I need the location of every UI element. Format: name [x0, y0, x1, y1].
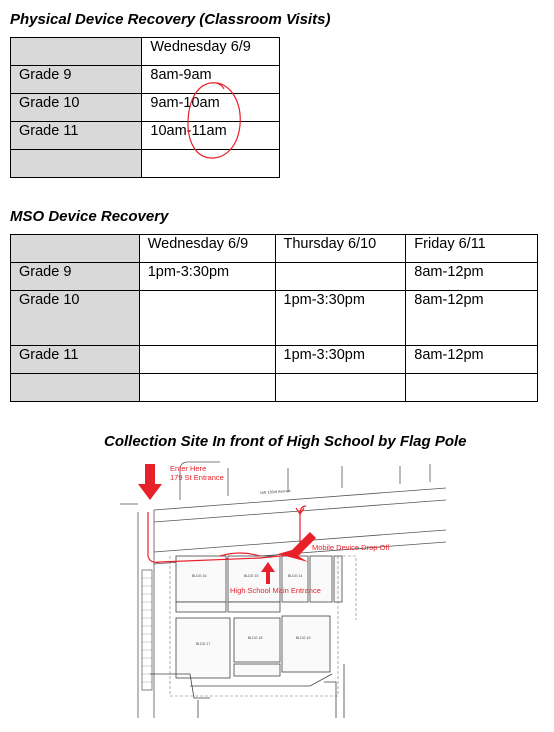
building-label: BLDG 18 [248, 636, 263, 640]
table-header-row [11, 235, 538, 263]
time-cell: 1pm-3:30pm [275, 291, 406, 346]
time-cell: 8am-9am [142, 66, 280, 94]
grade-cell: Grade 11 [11, 346, 140, 374]
hand-drawn-circle-annotation [180, 80, 250, 162]
time-cell: 10am-11am [142, 122, 280, 150]
header-cell: Wednesday 6/9 [139, 235, 275, 263]
time-cell: 8am-12pm [406, 291, 538, 346]
header-cell: Thursday 6/10 [275, 235, 406, 263]
header-cell [11, 235, 140, 263]
time-cell [275, 374, 406, 402]
section1-title: Physical Device Recovery (Classroom Visits) [10, 11, 331, 28]
table-row [11, 263, 538, 291]
table-row [11, 291, 538, 346]
building-label: BLDG 19 [296, 636, 311, 640]
building-label: BLDG 14 [288, 574, 303, 578]
grade-cell: Grade 10 [11, 291, 140, 346]
mso-recovery-table [10, 234, 538, 402]
table-row [11, 374, 538, 402]
time-cell [139, 374, 275, 402]
grade-cell: Grade 11 [11, 122, 142, 150]
time-cell [139, 291, 275, 346]
time-cell: 1pm-3:30pm [139, 263, 275, 291]
table-row [11, 346, 538, 374]
time-cell [406, 374, 538, 402]
header-cell: Friday 6/11 [406, 235, 538, 263]
header-cell: Wednesday 6/9 [142, 38, 280, 66]
main-entrance-label: High School Main Entrance [230, 586, 321, 595]
enter-here-label [170, 464, 224, 482]
grade-cell: Grade 9 [11, 66, 142, 94]
building-label: BLDG 15 [244, 574, 259, 578]
enter-line1: Enter Here [170, 464, 207, 473]
drop-off-label: Mobile Device Drop Off [312, 543, 390, 552]
time-cell [275, 263, 406, 291]
grade-cell: Grade 9 [11, 263, 140, 291]
grade-cell: Grade 10 [11, 94, 142, 122]
building-label: BLDG 16 [192, 574, 207, 578]
map-title: Collection Site In front of High School by Flag Pole [104, 433, 467, 450]
time-cell: 1pm-3:30pm [275, 346, 406, 374]
campus-map [110, 460, 446, 718]
time-cell [139, 346, 275, 374]
time-cell: 8am-12pm [406, 263, 538, 291]
time-cell: 8am-12pm [406, 346, 538, 374]
section2-title: MSO Device Recovery [10, 208, 169, 225]
avenue-label: NW 183rd Avenue [259, 488, 291, 496]
grade-cell [11, 374, 140, 402]
table-header-row [11, 38, 280, 66]
entrance-arrow [138, 464, 162, 500]
grade-cell [11, 150, 142, 178]
time-cell: 9am-10am [142, 94, 280, 122]
header-cell [11, 38, 142, 66]
building-label: BLDG 17 [196, 642, 211, 646]
enter-line2: 179 St Entrance [170, 473, 224, 482]
